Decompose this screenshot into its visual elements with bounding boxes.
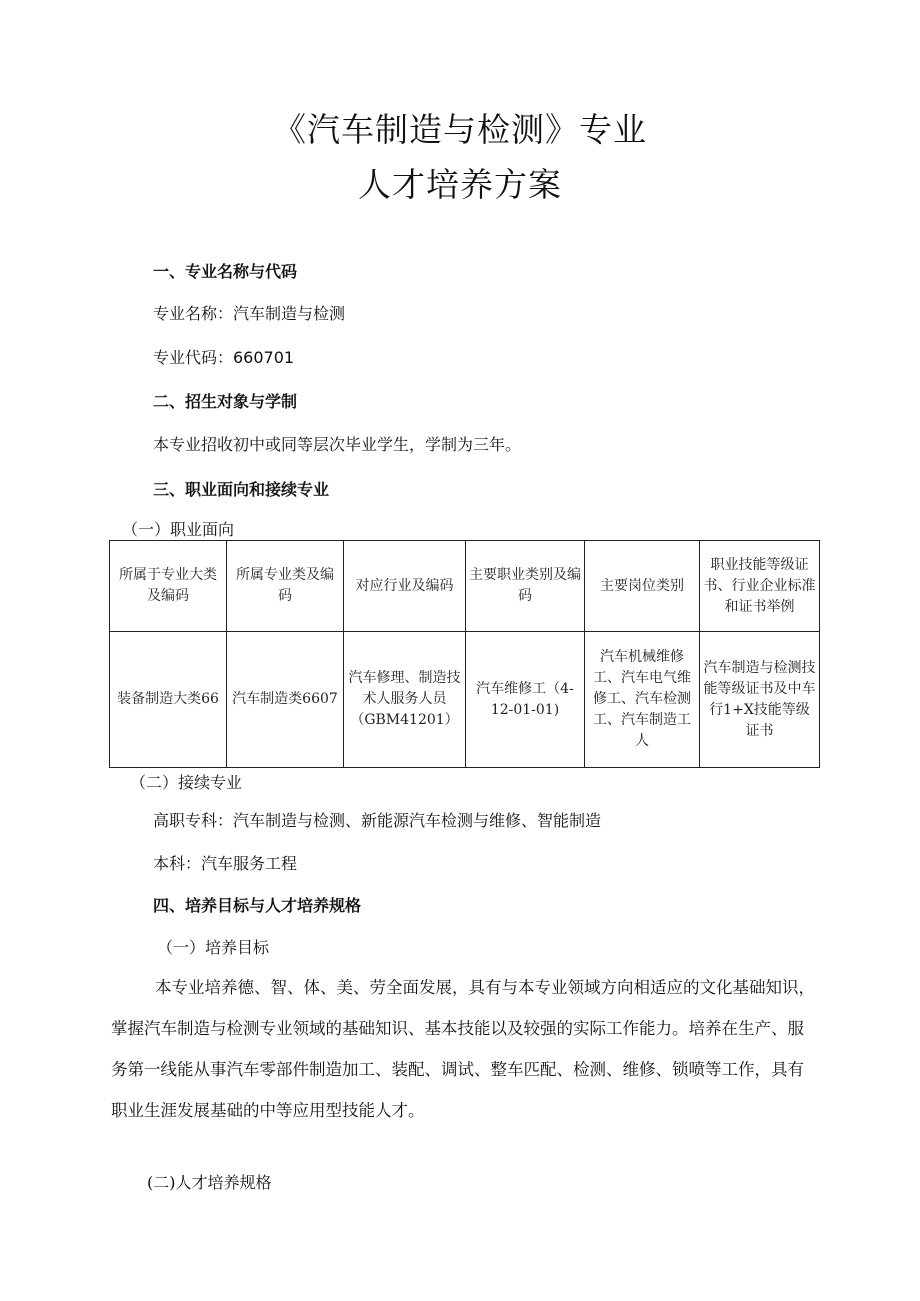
table-header-cell: 所属专业类及编码 bbox=[227, 541, 344, 632]
paragraph-line: 掌握汽车制造与检测专业领域的基础知识、基本技能以及较强的实际工作能力。培养在生产、服 bbox=[111, 1019, 804, 1038]
career-table bbox=[109, 540, 820, 768]
career-orientation-subheading: （一）职业面向 bbox=[122, 520, 235, 539]
section4-heading: 四、培养目标与人才培养规格 bbox=[153, 896, 362, 915]
table-cell: 汽车机械维修工、汽车电气维修工、汽车检测工、汽车制造工人 bbox=[585, 632, 700, 768]
table-header-cell: 所属于专业大类及编码 bbox=[110, 541, 227, 632]
section1-heading: 一、专业名称与代码 bbox=[153, 262, 298, 281]
document-title-line2: 人才培养方案 bbox=[358, 165, 562, 204]
talent-spec-subheading: (二)人才培养规格 bbox=[147, 1173, 272, 1192]
document-title-line1: 《汽车制造与检测》专业 bbox=[273, 110, 647, 149]
table-header-cell: 主要岗位类别 bbox=[585, 541, 700, 632]
table-cell: 汽车修理、制造技术人服务人员（GBM41201） bbox=[344, 632, 466, 768]
table-cell: 汽车维修工（4-12-01-01) bbox=[466, 632, 585, 768]
paragraph-line: 职业生涯发展基础的中等应用型技能人才。 bbox=[111, 1101, 425, 1120]
paragraph-line: 务第一线能从事汽车零部件制造加工、装配、调试、整车匹配、检测、维修、锁喷等工作，具有 bbox=[111, 1060, 804, 1079]
paragraph-line: 本专业培养德、智、体、美、劳全面发展，具有与本专业领域方向相适应的文化基础知识， bbox=[155, 978, 815, 997]
undergraduate-text: 本科：汽车服务工程 bbox=[153, 854, 298, 873]
table-row bbox=[110, 632, 820, 768]
major-code: 专业代码：660701 bbox=[153, 348, 295, 367]
training-goal-subheading: （一）培养目标 bbox=[157, 938, 270, 957]
table-header-cell: 对应行业及编码 bbox=[344, 541, 466, 632]
section2-heading: 二、招生对象与学制 bbox=[153, 392, 298, 411]
enrollment-text: 本专业招收初中或同等层次毕业学生，学制为三年。 bbox=[153, 435, 522, 454]
table-cell: 汽车制造与检测技能等级证书及中车行1+X技能等级证书 bbox=[700, 632, 820, 768]
table-cell: 装备制造大类66 bbox=[110, 632, 227, 768]
training-goal-paragraph bbox=[111, 967, 827, 1131]
section3-heading: 三、职业面向和接续专业 bbox=[153, 480, 330, 499]
continuing-major-subheading: （二）接续专业 bbox=[130, 773, 243, 792]
table-header-cell: 职业技能等级证书、行业企业标准和证书举例 bbox=[700, 541, 820, 632]
major-name: 专业名称：汽车制造与检测 bbox=[153, 304, 346, 323]
table-header-row bbox=[110, 541, 820, 632]
table-header-cell: 主要职业类别及编码 bbox=[466, 541, 585, 632]
table-cell: 汽车制造类6607 bbox=[227, 632, 344, 768]
higher-vocational-text: 高职专科：汽车制造与检测、新能源汽车检测与维修、智能制造 bbox=[153, 811, 602, 830]
